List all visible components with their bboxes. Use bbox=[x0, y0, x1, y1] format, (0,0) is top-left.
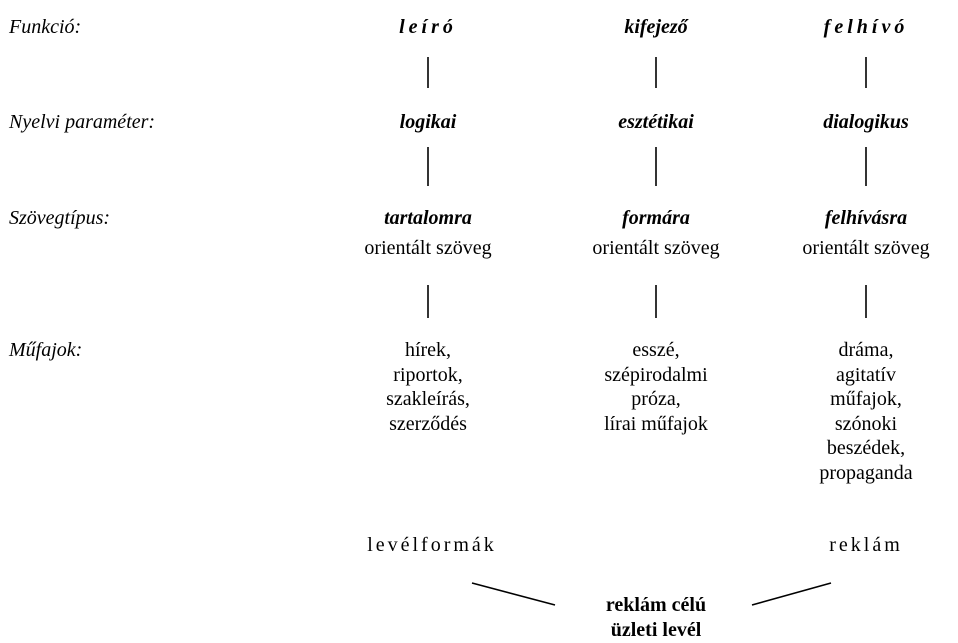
result-line-2: üzleti levél bbox=[610, 619, 702, 641]
genres-col2 bbox=[546, 338, 766, 436]
genre-item: hírek, bbox=[404, 339, 452, 361]
advertisement: reklám bbox=[829, 534, 903, 556]
genre-item: dráma, bbox=[838, 339, 894, 361]
genre-item: beszédek, bbox=[826, 437, 906, 459]
parameter-dialogic: dialogikus bbox=[823, 111, 909, 133]
genre-item: szónoki bbox=[834, 412, 898, 435]
text-type-content-rest: orientált szöveg bbox=[364, 237, 492, 259]
genre-item: műfajok, bbox=[830, 388, 902, 410]
genre-item: szépirodalmi bbox=[604, 363, 708, 386]
row-label-text-type: Szövegtípus: bbox=[9, 207, 111, 229]
parameter-aesthetic: esztétikai bbox=[618, 111, 694, 133]
genres-col3 bbox=[756, 338, 958, 485]
function-descriptive: leíró bbox=[399, 16, 457, 38]
row-label-parameter: Nyelvi paraméter: bbox=[9, 111, 156, 133]
row-label-genres: Műfajok: bbox=[9, 339, 83, 361]
function-expressive: kifejező bbox=[624, 16, 688, 38]
letter-forms: levélformák bbox=[367, 534, 497, 556]
row-label-function: Funkció: bbox=[9, 16, 82, 38]
connector-left-diagonal bbox=[472, 583, 555, 605]
result-line-1: reklám célú bbox=[605, 594, 707, 616]
genre-item: agitatív bbox=[836, 363, 896, 386]
parameter-logical: logikai bbox=[399, 111, 457, 133]
genre-item: szakleírás, bbox=[386, 388, 470, 410]
genres-col1 bbox=[318, 338, 538, 436]
genre-item: esszé, bbox=[632, 339, 680, 361]
text-type-appeal-rest: orientált szöveg bbox=[802, 237, 930, 259]
genre-item: riportok, bbox=[393, 363, 463, 386]
genre-item: szerződés bbox=[389, 412, 467, 435]
text-type-content: tartalomra bbox=[384, 207, 472, 229]
text-type-form: formára bbox=[622, 207, 690, 229]
function-appellative: felhívó bbox=[823, 16, 909, 38]
genre-item: lírai műfajok bbox=[604, 412, 708, 435]
genre-item: próza, bbox=[631, 388, 681, 410]
text-type-appeal: felhívásra bbox=[824, 207, 908, 229]
text-type-form-rest: orientált szöveg bbox=[592, 237, 720, 259]
genre-item: propaganda bbox=[819, 461, 913, 484]
